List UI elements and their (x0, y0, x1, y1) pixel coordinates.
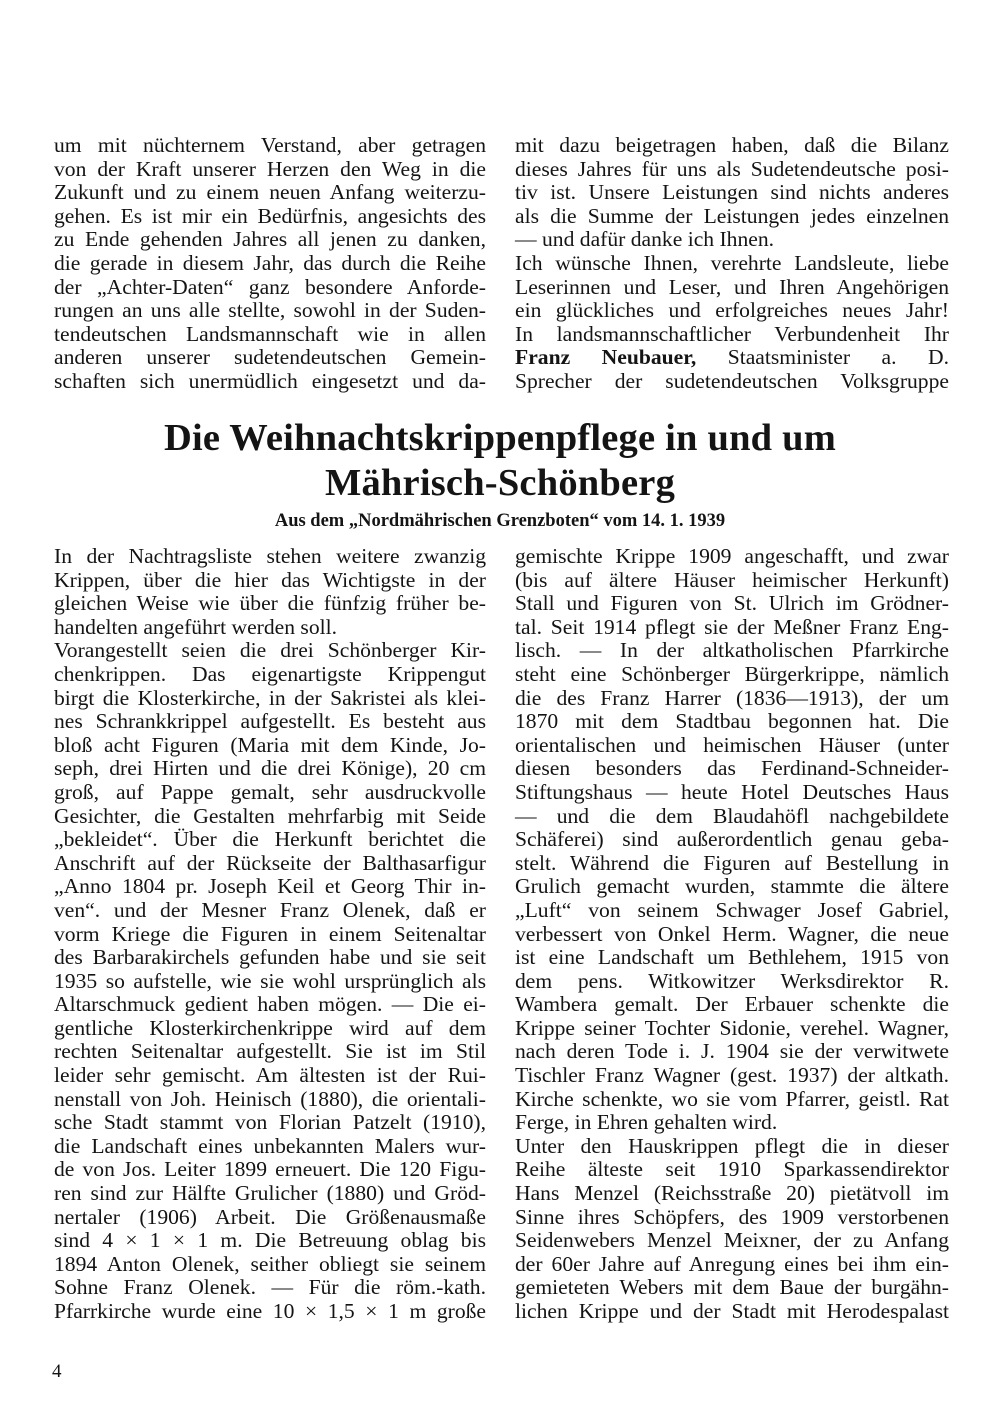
text-line: von der Kraft unserer Herzen den Weg in die (54, 156, 486, 181)
text-line: gemischte Krippe 1909 angeschafft, und zwar (515, 544, 949, 568)
text-line: Tischler Franz Wagner (gest. 1937) der altkath. (515, 1063, 949, 1088)
text-line: „Anno 1804 pr. Joseph Keil et Georg Thir in- (54, 874, 486, 899)
text-line: gleichen Weise wie über die fünfzig früher be- (54, 591, 486, 616)
text-line: steht eine Schönberger Bürgerkrippe, nämlich (515, 661, 949, 686)
text-line: Leserinnen und Leser, und Ihren Angehörigen (515, 274, 949, 299)
text-line: 1935 so aufstelle, wie sie wohl ursprünglich als (54, 968, 486, 993)
page-number: 4 (52, 1361, 62, 1382)
text-line: Reihe älteste seit 1910 Sparkassendirektor (515, 1157, 949, 1182)
text-line: die des Franz Harrer (1836—1913), der um (515, 685, 949, 710)
text-line: nes Schrankkrippel aufgestellt. Es besteht aus (54, 709, 486, 734)
text-line: rechten Seitenaltar aufgestellt. Sie ist im Stil (54, 1039, 486, 1064)
text-line: Unter den Hauskrippen pflegt die in dieser (515, 1133, 949, 1158)
article-subheadline: Aus dem „Nordmährischen Grenzboten“ vom 14. 1. 1939 (274, 511, 726, 531)
text-line: Seidenwebers Menzel Meixner, der zu Anfang (515, 1228, 949, 1253)
text-line: groß, auf Pappe gemalt, sehr ausdruckvolle (54, 779, 486, 804)
text-line: anderen unserer sudetendeutschen Gemein- (54, 345, 486, 370)
text-line: — und dafür danke ich Ihnen. (515, 227, 775, 252)
text-line: Krippe seiner Tochter Sidonie, verehel. Wagner, (515, 1015, 949, 1040)
text-line: gentliche Klosterkirchenkrippe wird auf dem (54, 1015, 486, 1040)
text-line: zu Ende gehenden Jahres all jenen zu danken, (54, 227, 486, 252)
text-line: „bekleidet“. Über die Herkunft berichtet die (54, 827, 486, 852)
text-line: (bis auf ältere Häuser heimischer Herkunft) (515, 567, 949, 592)
text-line: Grulich gemacht wurden, stammte die ältere (515, 874, 949, 899)
text-line: de von Jos. Leiter 1899 erneuert. Die 120 Figu- (54, 1157, 486, 1182)
text-line: stelt. Während die Figuren auf Bestellung in (515, 850, 949, 875)
text-line: Hans Menzel (Reichsstraße 20) pietätvoll im (515, 1181, 949, 1206)
text-line: tiv ist. Unsere Leistungen sind nichts anderes (515, 180, 949, 205)
text-line: Wambera gemalt. Der Erbauer schenkte die (515, 992, 949, 1017)
text-line: 1870 mit dem Stadtbau begonnen hat. Die (515, 709, 949, 734)
text-line: Vorangestellt seien die drei Schönberger Kir- (54, 638, 486, 663)
text-line: In der Nachtragsliste stehen weitere zwanzig (54, 544, 486, 568)
text-line: tendeutschen Landsmannschaft wie in allen (54, 321, 486, 346)
text-line: lichen Krippe und der Stadt mit Herodespalast (515, 1299, 949, 1323)
signature-title: Staatsminister a. D. (696, 345, 949, 370)
text-line: verbessert von Onkel Herm. Wagner, die neue (515, 921, 949, 946)
text-line: Stiftungshaus — heute Hotel Deutsches Haus (515, 779, 949, 804)
signature-role: Sprecher der sudetendeutschen Volksgruppe (515, 368, 949, 393)
text-line: Stall und Figuren von St. Ulrich im Grödner- (515, 591, 949, 616)
text-line: nenstall von Joh. Heinisch (1880), die orientali- (54, 1086, 486, 1111)
signature-name: Franz Neubauer, (515, 345, 697, 370)
article-column-left (54, 545, 486, 1324)
text-line: diesen besonders das Ferdinand-Schneider- (515, 756, 949, 781)
text-line: sche Stadt stammt von Florian Patzelt (1910), (54, 1110, 486, 1135)
text-line: chenkrippen. Das eigenartigste Krippengut (54, 661, 486, 686)
text-line: handelten angeführt werden soll. (54, 614, 338, 639)
text-line: In landsmannschaftlicher Verbundenheit Ihr (515, 321, 949, 346)
text-line: orientalischen und heimischen Häuser (unter (515, 732, 949, 757)
text-line: tal. Seit 1914 pflegt sie der Meßner Franz Eng- (515, 614, 949, 639)
text-line: Sinne ihres Schöpfers, des 1909 verstorbenen (515, 1204, 949, 1229)
text-line: die gerade in diesem Jahr, das durch die Reihe (54, 250, 486, 275)
text-line: — und die dem Blaudahöfl nachgebildete (515, 803, 949, 828)
text-line: Zukunft und zu einem neuen Anfang weiterzu- (54, 180, 486, 205)
text-line: um mit nüchternem Verstand, aber getragen (54, 133, 486, 157)
text-line: ven“. und der Mesner Franz Olenek, daß er (54, 897, 486, 922)
headline-line-2: Mährisch-Schönberg (324, 462, 676, 504)
text-line: gemieteten Webers mit dem Baue der burgähn- (515, 1275, 949, 1300)
text-line: der 60er Jahre auf Anregung eines bei ihm ein- (515, 1251, 949, 1276)
text-line: birgt die Klosterkirche, in der Sakristei als klei- (54, 685, 486, 710)
text-line: Anschrift auf der Rückseite der Balthasarfigur (54, 850, 486, 875)
text-line: dem pens. Witkowitzer Werksdirektor R. (515, 968, 949, 993)
text-line: mit dazu beigetragen haben, daß die Bilanz (515, 133, 949, 157)
text-line: Sohne Franz Olenek. — Für die röm.-kath. (54, 1275, 486, 1300)
intro-column-left (54, 134, 486, 394)
article-headline (0, 416, 1000, 506)
text-line: Ferge, in Ehren gehalten wird. (515, 1110, 778, 1135)
text-line: als die Summe der Leistungen jedes einzelnen (515, 203, 949, 228)
text-line: nach deren Tode i. J. 1904 sie der verwitwete (515, 1039, 949, 1064)
text-line: Schäferei) sind außerordentlich genau geba- (515, 827, 949, 852)
text-line: sind 4 × 1 × 1 m. Die Betreuung oblag bis (54, 1228, 486, 1253)
text-line: „Luft“ von seinem Schwager Josef Gabriel, (515, 897, 949, 922)
text-line: Pfarrkirche wurde eine 10 × 1,5 × 1 m große (54, 1299, 486, 1323)
text-line: des Barbarakirchels gefunden habe und sie seit (54, 945, 486, 970)
text-line: bloß acht Figuren (Maria mit dem Kinde, Jo- (54, 732, 486, 757)
text-line: nertaler (1906) Arbeit. Die Größenausmaße (54, 1204, 486, 1229)
text-line: ein glückliches und erfolgreiches neues Jahr! (515, 298, 949, 323)
text-line: Krippen, über die hier das Wichtigste in der (54, 567, 486, 592)
article-column-right (515, 545, 949, 1324)
text-line: 1894 Anton Olenek, seither obliegt sie seinem (54, 1251, 486, 1276)
text-line: ist eine Landschaft um Bethlehem, 1915 von (515, 945, 949, 970)
text-line: Gesichter, die Gestalten mehrfarbig mit Seide (54, 803, 486, 828)
text-line: die Landschaft eines unbekannten Malers wur- (54, 1133, 486, 1158)
text-line: lisch. — In der altkatholischen Pfarrkirche (515, 638, 949, 663)
text-line: Altarschmuck gedient haben mögen. — Die ei- (54, 992, 486, 1017)
text-line: gehen. Es ist mir ein Bedürfnis, angesichts des (54, 203, 486, 228)
signature-line (515, 346, 949, 370)
text-line: Ich wünsche Ihnen, verehrte Landsleute, liebe (515, 250, 949, 275)
text-line: seph, drei Hirten und die drei Könige), 20 cm (54, 756, 486, 781)
text-line: schaften sich unermüdlich eingesetzt und da- (54, 368, 486, 393)
text-line: Kirche schenkte, wo sie vom Pfarrer, geistl. Rat (515, 1086, 949, 1111)
text-line: vorm Kriege die Figuren in einem Seitenaltar (54, 921, 486, 946)
text-line: ren sind zur Hälfte Grulicher (1880) und Gröd- (54, 1181, 486, 1206)
headline-line-1: Die Weihnachtskrippenpflege in und um (163, 417, 837, 459)
intro-column-right (515, 134, 949, 394)
text-line: dieses Jahres für uns als Sudetendeutsche posi- (515, 156, 949, 181)
text-line: der „Achter-Daten“ ganz besondere Anforde- (54, 274, 486, 299)
text-line: rungen an uns alle stellte, sowohl in der Suden- (54, 298, 486, 323)
text-line: leider sehr gemischt. Am ältesten ist der Rui- (54, 1063, 486, 1088)
